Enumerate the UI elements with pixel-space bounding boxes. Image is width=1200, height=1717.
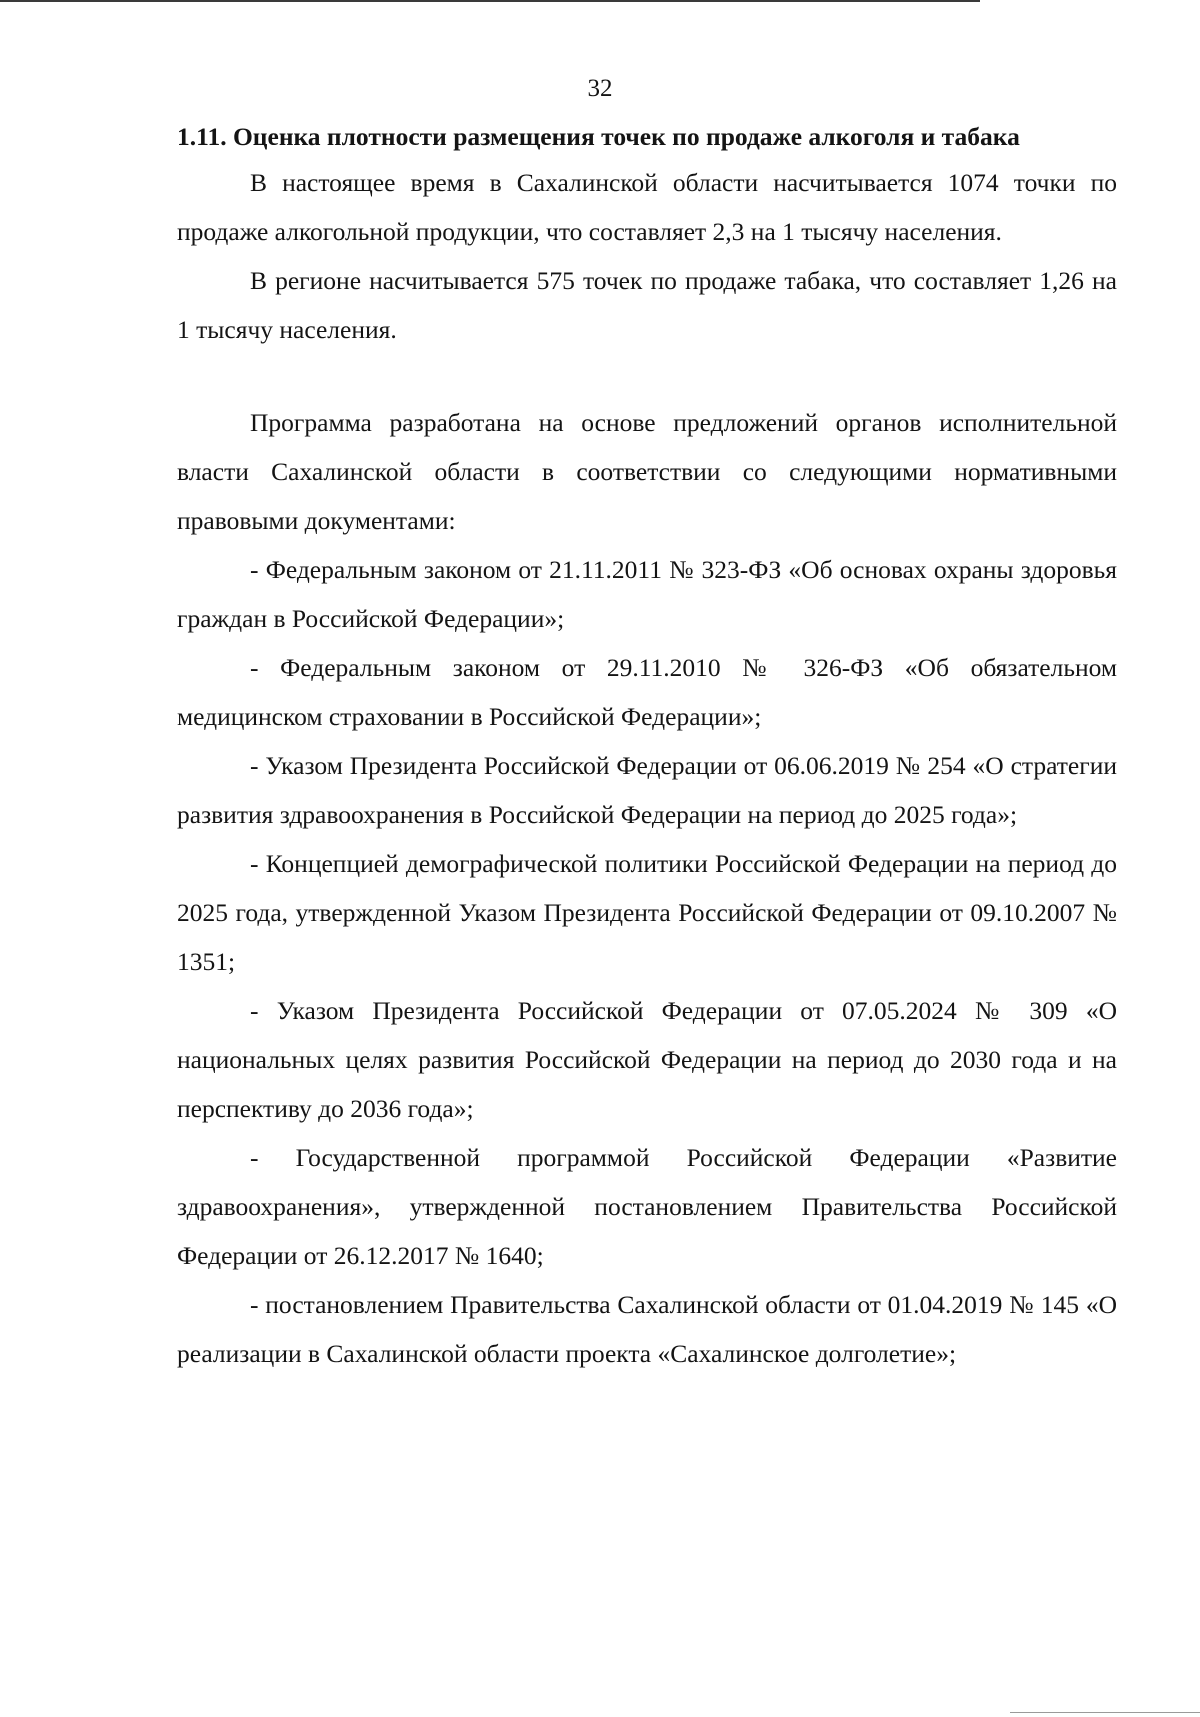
list-item-sakhalin-resolution: - постановлением Правительства Сахалинской области от 01.04.2019 № 145 «О реализации в Сахалинской области проекта «Сахалинское долголетие»; [177, 1290, 1117, 1368]
list-item-law-323: - Федеральным законом от 21.11.2011 № 323-ФЗ «Об основах охраны здоровья граждан в Российской Федерации»; [177, 555, 1117, 633]
list-item-demographic-concept: - Концепцией демографической политики Российской Федерации на период до 2025 года, утвержденной Указом Президента Российской Федерации от 09.10.2007 № 1351; [177, 849, 1117, 976]
top-border-line [0, 0, 980, 2]
page-content [177, 118, 1117, 1378]
page-number: 32 [587, 75, 613, 102]
paragraph-program-basis: Программа разработана на основе предложений органов исполнительной власти Сахалинской области в соответствии со следующими нормативными правовыми документами: [177, 408, 1117, 535]
list-item-state-program: - Государственной программой Российской Федерации «Развитие здравоохранения», утвержденной постановлением Правительства Российской Федерации от 26.12.2017 № 1640; [177, 1143, 1117, 1270]
bottom-edge-line [1010, 1712, 1200, 1713]
section-heading: 1.11. Оценка плотности размещения точек по продаже алкоголя и табака [177, 122, 1020, 151]
list-item-decree-254: - Указом Президента Российской Федерации от 06.06.2019 № 254 «О стратегии развития здравоохранения в Российской Федерации на период до 2025 года»; [177, 751, 1117, 829]
paragraph-tobacco-points: В регионе насчитывается 575 точек по продаже табака, что составляет 1,26 на 1 тысячу населения. [177, 266, 1117, 344]
list-item-law-326: - Федеральным законом от 29.11.2010 № 326-ФЗ «Об обязательном медицинском страховании в Российской Федерации»; [177, 653, 1117, 731]
list-item-decree-309: - Указом Президента Российской Федерации от 07.05.2024 № 309 «О национальных целях развития Российской Федерации на период до 2030 года и на перспективу до 2036 года»; [177, 996, 1117, 1123]
paragraph-alcohol-points: В настоящее время в Сахалинской области насчитывается 1074 точки по продаже алкогольной продукции, что составляет 2,3 на 1 тысячу населения. [177, 168, 1117, 246]
